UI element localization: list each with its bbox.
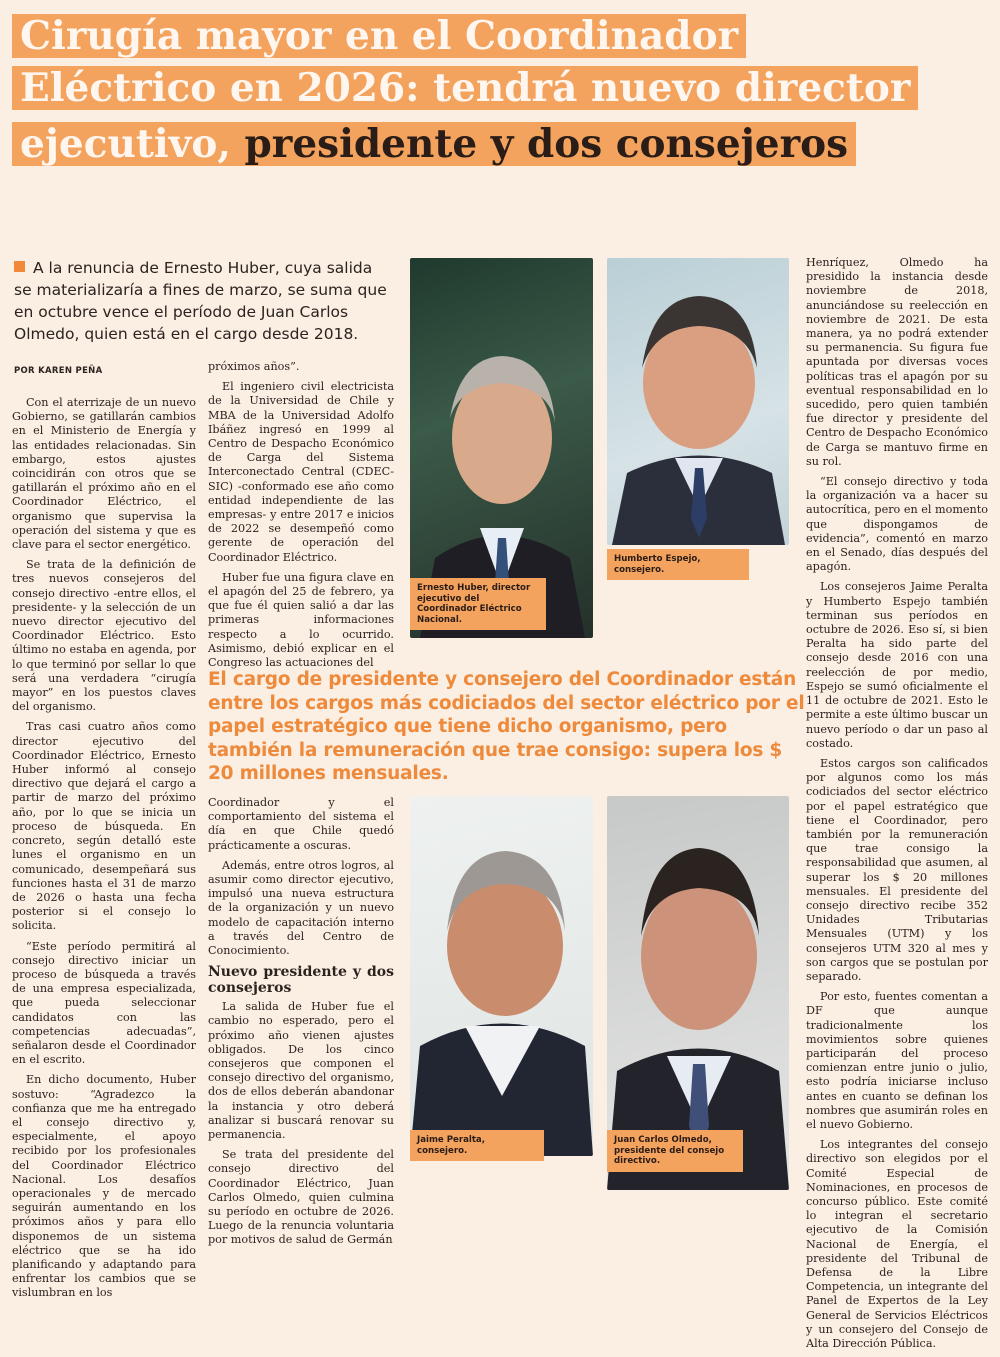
paragraph: Henríquez, Olmedo ha presidido la instancia desde noviembre de 2018, anunciándose su reelección en noviembre de 2021. De esta manera, ya no podrá extender su permanencia. Su figura fue apuntada por diversas voces políticas tras el apagón por su eventual responsabilidad en lo sucedido, pero quien también fue director y presidente del Centro de Despacho Económico de Carga se mantuvo firme en su rol. xyxy=(806,256,988,468)
pull-quote: El cargo de presidente y consejero del Coordinador están entre los cargos más codiciados del sector eléctrico por el papel estratégico que tiene dicho organismo, pero también la remuneración que trae consigo: supera los $ 20 millones mensuales. xyxy=(208,669,805,784)
paragraph: Los integrantes del consejo directivo son elegidos por el Comité Especial de Nominaciones, en procesos de concurso público. Este comité lo integran el secretario ejecutivo de la Comisión Nacional de Energía, el presidente del Tribunal de Defensa de la Libre Competencia, un integrante del Panel de Expertos de la Ley General de Servicios Eléctricos y un consejero del Consejo de Alta Dirección Pública. xyxy=(806,1138,988,1351)
portrait-illustration xyxy=(607,258,789,545)
lede: A la renuncia de Ernesto Huber, cuya salida se materializaría a fines de marzo, se suma que en octubre vence el período de Juan Carlos Olmedo, quien está en el cargo desde 2018. xyxy=(14,259,387,343)
paragraph: En dicho documento, Huber sostuvo: “Agradezco la confianza que me ha entregado el consejo directivo y, especialmente, el apoyo recibido por los profesionales del Coordinador Eléctrico Nacional. Los desafíos operacionales y de mercado seguirán aumentando en los próximos años y para ello disponemos de un sistema eléctrico que se ha ido planificando y adaptando para enfrentar los cambios que se vislumbran en los xyxy=(12,1073,196,1300)
section-heading: Nuevo presidente y dos consejeros xyxy=(208,964,394,997)
column-2-bottom xyxy=(208,796,394,1254)
caption-huber: Ernesto Huber, director ejecutivo del Coordinador Eléctrico Nacional. xyxy=(410,578,546,630)
paragraph: Los consejeros Jaime Peralta y Humberto Espejo también terminan sus períodos en octubre de 2026. Eso sí, si bien Peralta ha sido parte del consejo desde 2016 con una reelección de por medio, Espejo se sumó oficialmente el 11 de octubre de 2021. Esto le permite a este último buscar un nuevo período o dar un paso al costado. xyxy=(806,580,988,750)
caption-peralta: Jaime Peralta, consejero. xyxy=(410,1130,544,1161)
paragraph: Huber fue una figura clave en el apagón del 25 de febrero, ya que fue él quien salió a dar las primeras informaciones respecto a lo ocurrido. Asimismo, debió explicar en el Congreso las actuaciones del xyxy=(208,570,394,670)
byline: POR KAREN PEÑA xyxy=(14,366,103,376)
column-1 xyxy=(12,396,196,1307)
paragraph: Coordinador y el comportamiento del sistema el día en que Chile quedó prácticamente a oscuras. xyxy=(208,796,394,852)
paragraph: “El consejo directivo y toda la organización va a hacer su autocrítica, pero en el momento que dispongamos de evidencia”, comentó en marzo en el Senado, días después del apagón. xyxy=(806,475,988,574)
headline-line-2: Eléctrico en 2026: tendrá nuevo director xyxy=(12,66,918,110)
paragraph: Con el aterrizaje de un nuevo Gobierno, se gatillarán cambios en el Ministerio de Energía y las entidades relacionadas. Sin embargo, estos ajustes coincidirán con otros que se gatillarán el próximo año en el Coordinador Eléctrico, el organismo que supervisa la operación del sistema y que es clave para el sector energético. xyxy=(12,396,196,552)
column-4 xyxy=(806,256,988,1357)
headline-line-3: ejecutivo, presidente y dos consejeros xyxy=(12,122,856,166)
paragraph: Estos cargos son calificados por algunos como los más codiciados del sector eléctrico por el papel estratégico que tiene el Coordinador, pero también por la remuneración que trae consigo la responsabilidad que asumen, al superar los $ 20 millones mensuales. El presidente del consejo directivo recibe 352 Unidades Tributarias Mensuales (UTM) y los consejeros UTM 320 al mes y son cargos que se postulan por separado. xyxy=(806,756,988,983)
photo-humberto-espejo xyxy=(607,258,789,545)
bullet-square-icon xyxy=(14,261,25,272)
paragraph: La salida de Huber fue el cambio no esperado, pero el próximo año vienen ajustes obligados. De los cinco consejeros que componen el consejo directivo del organismo, dos de ellos deberán abandonar la instancia y otro deberá analizar si buscará renovar su permanencia. xyxy=(208,1000,394,1142)
paragraph: Además, entre otros logros, al asumir como director ejecutivo, impulsó una nueva estructura de la organización y un nuevo modelo de capacitación interno a través del Centro de Conocimiento. xyxy=(208,858,394,958)
paragraph: “Este período permitirá al consejo directivo iniciar un proceso de búsqueda a través de una empresa especializada, que pueda seleccionar candidatos con las competencias adecuadas”, señalaron desde el Coordinador en el escrito. xyxy=(12,939,196,1067)
photo-jaime-peralta xyxy=(410,796,593,1156)
caption-olmedo: Juan Carlos Olmedo, presidente del consejo directivo. xyxy=(607,1130,743,1172)
paragraph: El ingeniero civil electricista de la Universidad de Chile y MBA de la Universidad Adolfo Ibáñez ingresó en 1999 al Centro de Despacho Económico de Carga del Sistema Interconectado Central (CDEC-SIC) -conformado ese año como entidad independiente de las empresas- y entre 2017 e inicios de 2022 se desempeñó como gerente de operación del Coordinador Eléctrico. xyxy=(208,380,394,564)
paragraph: Tras casi cuatro años como director ejecutivo del Coordinador Eléctrico, Ernesto Huber informó al consejo directivo que dejará el cargo a partir de marzo del próximo año, por lo que se inicia un proceso de búsqueda. En concreto, según detalló este lunes el organismo en un comunicado, desempeñará sus funciones hasta el 31 de marzo de 2026 o hasta una fecha posterior si el consejo lo solicita. xyxy=(12,720,196,933)
paragraph: Se trata del presidente del consejo directivo del Coordinador Eléctrico, Juan Carlos Olmedo, quien culmina su período en octubre de 2026. Luego de la renuncia voluntaria por motivos de salud de Germán xyxy=(208,1148,394,1247)
portrait-illustration xyxy=(410,796,593,1156)
paragraph: Por esto, fuentes comentan a DF que aunque tradicionalmente los movimientos sobre quienes participarán del proceso comienzan entre junio o julio, esto podría iniciarse incluso antes en cuanto se definan los nombres que asumirán roles en el nuevo Gobierno. xyxy=(806,990,988,1131)
paragraph: Se trata de la definición de tres nuevos consejeros del consejo directivo -entre ellos, el presidente- y la selección de un nuevo director ejecutivo del Coordinador Eléctrico. Esto último no estaba en agenda, por lo que terminó por sellar lo que será una verdadera “cirugía mayor” en los puestos claves del organismo. xyxy=(12,558,196,714)
headline-line-1: Cirugía mayor en el Coordinador xyxy=(12,14,746,58)
caption-espejo: Humberto Espejo, consejero. xyxy=(607,549,749,580)
column-2-top xyxy=(208,360,394,676)
paragraph: próximos años”. xyxy=(208,360,300,373)
